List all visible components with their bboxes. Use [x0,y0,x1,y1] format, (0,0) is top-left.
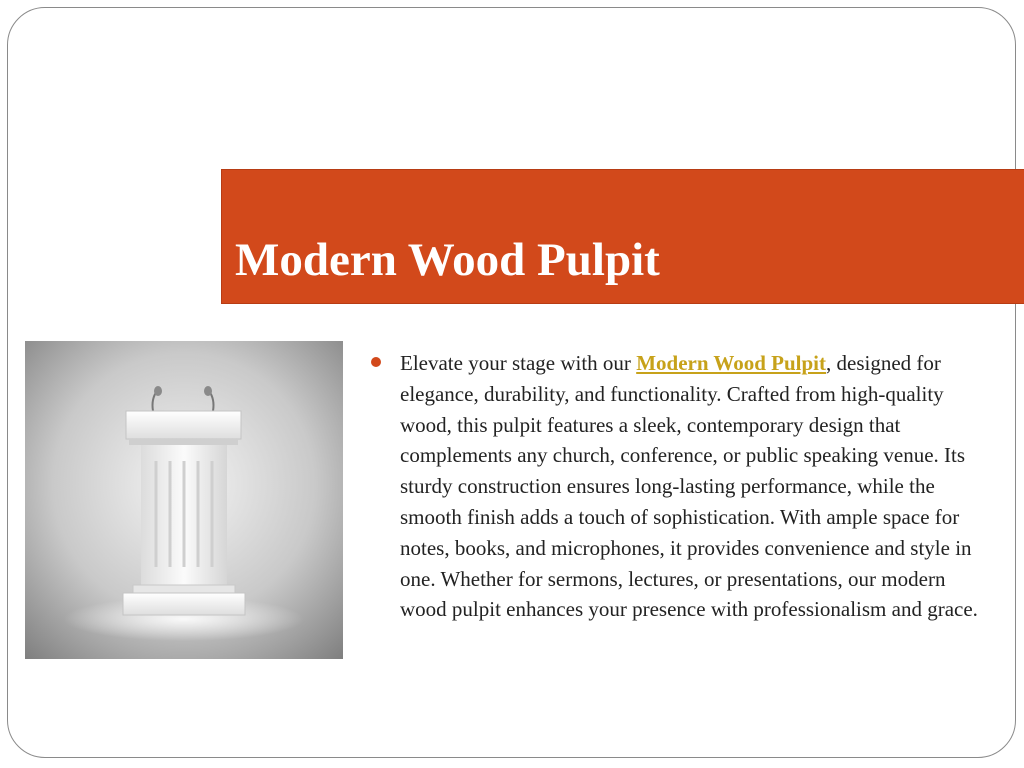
list-item [371,348,991,625]
bullet-text [400,348,991,625]
pulpit-illustration [25,341,343,659]
bullet-dot-icon [371,357,381,367]
pulpit-image [25,341,343,659]
title-banner [221,169,1024,304]
bullet-text-before: Elevate your stage with our [400,351,637,375]
bullet-list [371,348,991,625]
product-link[interactable]: Modern Wood Pulpit [636,351,826,375]
bullet-text-after: , designed for elegance, durability, and functionality. Crafted from high-quality wood, this pulpit features a sleek, contemporary design that complements any church, conference, or public speaking venue. Its sturdy construction ensures long-lasting performance, while the smooth finish adds a touch of sophistication. With ample space for notes, books, and microphones, it provides convenience and style in one. Whether for sermons, lectures, or presentations, our modern wood pulpit enhances your presence with professionalism and grace. [400,351,978,622]
slide-title: Modern Wood Pulpit [235,234,660,286]
